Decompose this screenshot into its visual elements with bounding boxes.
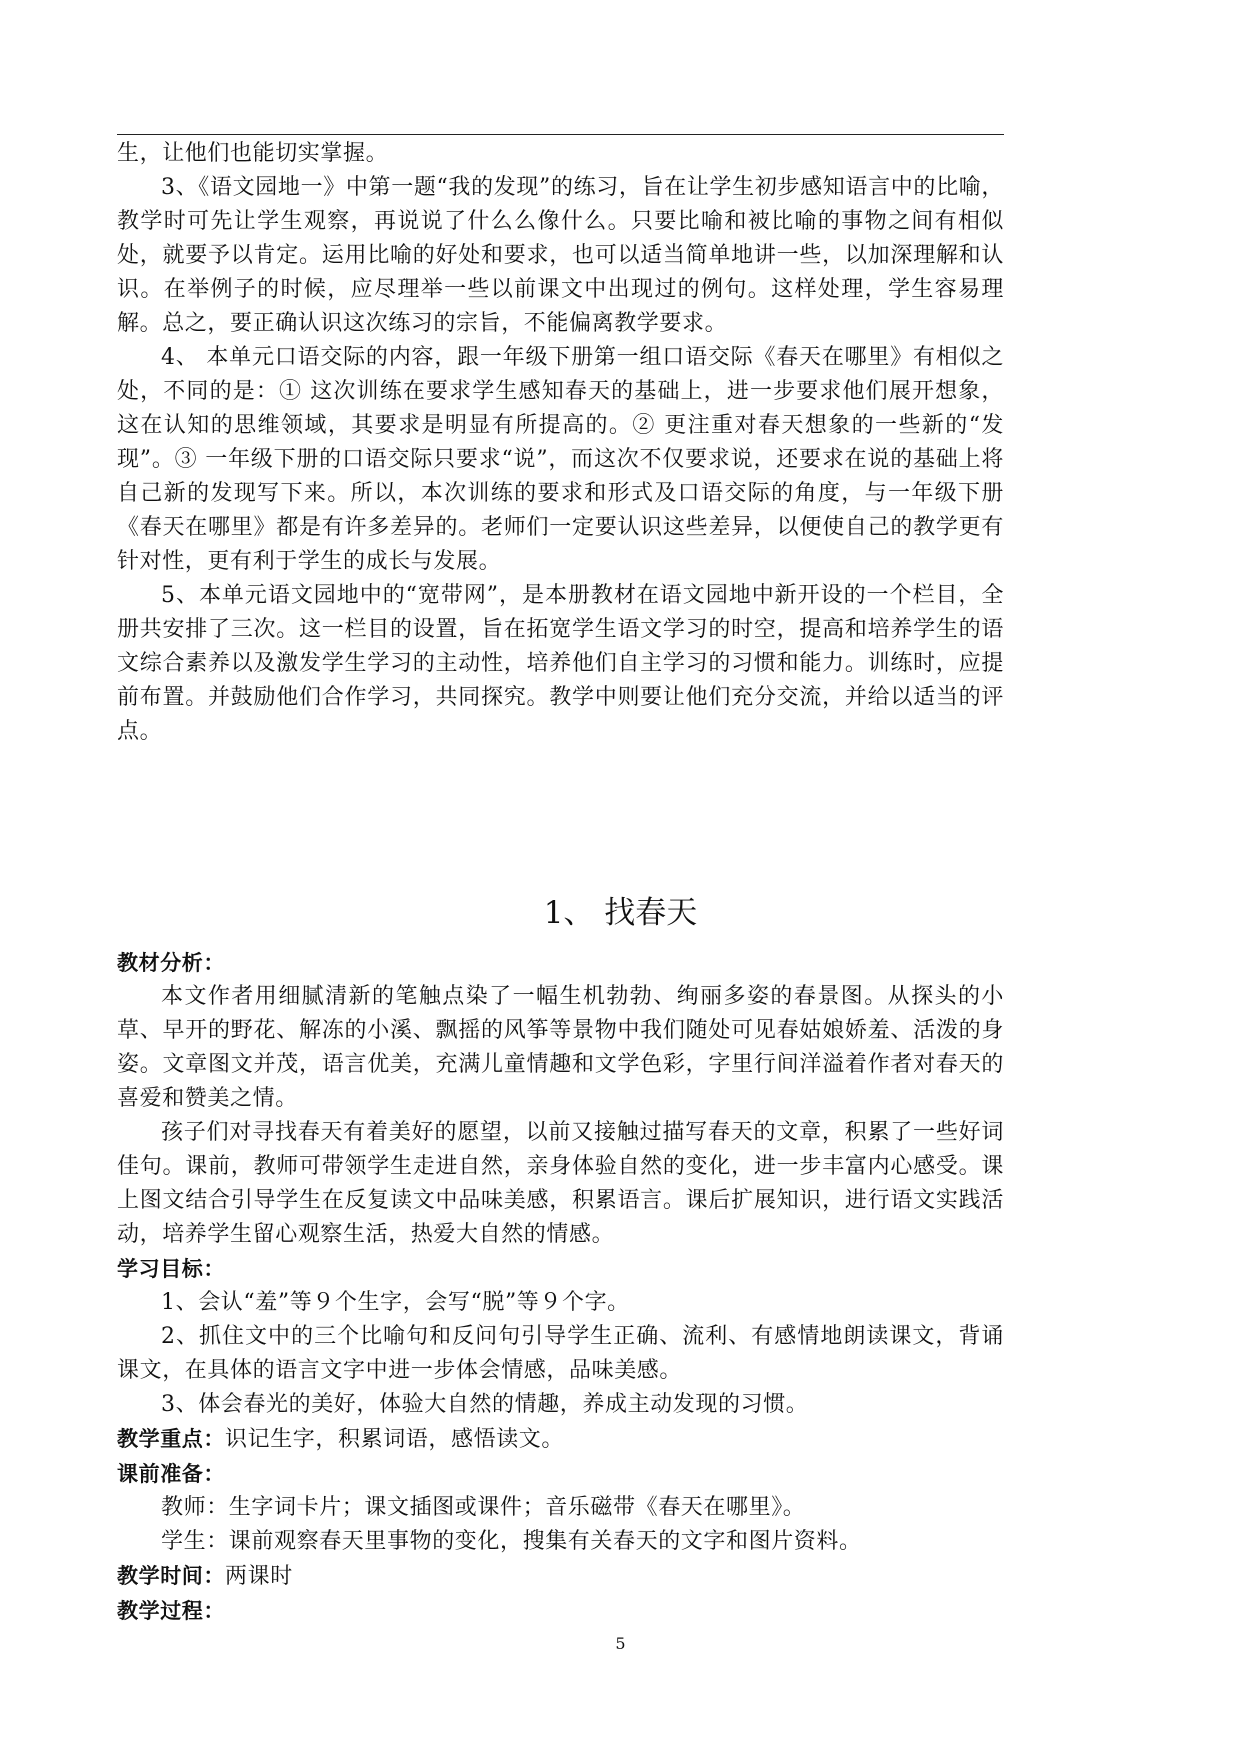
time-line	[117, 1559, 1004, 1594]
time-heading: 教学时间：	[117, 1564, 225, 1588]
analysis-paragraph-2: 孩子们对寻找春天有着美好的愿望，以前又接触过描写春天的文章，积累了一些好词佳句。课前，教师可带领学生走进自然，亲身体验自然的变化，进一步丰富内心感受。课上图文结合引导学生在反复读文中品味美感，积累语言。课后扩展知识，进行语文实践活动，培养学生留心观察生活，热爱大自然的情感。	[117, 1120, 1004, 1247]
paragraph-continuation: 生，让他们也能切实掌握。	[117, 141, 389, 166]
process-heading: 教学过程：	[117, 1599, 225, 1623]
goal-item-2: 2、抓住文中的三个比喻句和反问句引导学生正确、流利、有感情地朗读课文，背诵课文，在具体的语言文字中进一步体会情感，品味美感。	[117, 1324, 1004, 1383]
header-rule	[117, 134, 1004, 135]
paragraph-note-5: 5、本单元语文园地中的“宽带网”，是本册教材在语文园地中新开设的一个栏目，全册共安排了三次。这一栏目的设置，旨在拓宽学生语文学习的时空，提高和培养学生的语文综合素养以及激发学生学习的主动性，培养他们自主学习的习惯和能力。训练时，应提前布置。并鼓励他们合作学习，共同探究。教学中则要让他们充分交流，并给以适当的评点。	[117, 583, 1004, 744]
goal-item-3: 3、体会春光的美好，体验大自然的情趣，养成主动发现的习惯。	[161, 1392, 809, 1417]
page-number: 5	[615, 1634, 626, 1653]
focus-heading: 教学重点：	[117, 1427, 225, 1451]
lesson-title: 1、 找春天	[543, 895, 698, 931]
analysis-paragraph-1: 本文作者用细腻清新的笔触点染了一幅生机勃勃、绚丽多姿的春景图。从探头的小草、早开的野花、解冻的小溪、飘摇的风筝等景物中我们随处可见春姑娘娇羞、活泼的身姿。文章图文并茂，语言优美，充满儿童情趣和文学色彩，字里行间洋溢着作者对春天的喜爱和赞美之情。	[117, 984, 1004, 1111]
prep-student: 学生：课前观察春天里事物的变化，搜集有关春天的文字和图片资料。	[161, 1529, 862, 1554]
goal-item-1: 1、会认“羞”等９个生字，会写“脱”等９个字。	[161, 1290, 630, 1315]
lesson-plan-section	[117, 946, 1004, 1628]
prep-teacher: 教师：生字词卡片；课文插图或课件；音乐磁带《春天在哪里》。	[161, 1495, 806, 1520]
analysis-heading: 教材分析：	[117, 951, 225, 975]
focus-line	[117, 1422, 1004, 1457]
prep-heading: 课前准备：	[117, 1462, 225, 1486]
focus-text: 识记生字，积累词语，感悟读文。	[225, 1427, 565, 1452]
unit-notes-section	[117, 137, 1004, 749]
paragraph-note-3: 3、《语文园地一》中第一题“我的发现”的练习，旨在让学生初步感知语言中的比喻，教学时可先让学生观察，再说说了什么么像什么。只要比喻和被比喻的事物之间有相似处，就要予以肯定。运用比喻的好处和要求，也可以适当简单地讲一些，以加深理解和认识。在举例子的时候，应尽理举一些以前课文中出现过的例句。这样处理，学生容易理解。总之，要正确认识这次练习的宗旨，不能偏离教学要求。	[117, 175, 1004, 336]
time-text: 两课时	[225, 1564, 293, 1589]
paragraph-note-4: 4、 本单元口语交际的内容，跟一年级下册第一组口语交际《春天在哪里》有相似之处，不同的是：① 这次训练在要求学生感知春天的基础上，进一步要求他们展开想象，这在认知的思维领域，其要求是明显有所提高的。② 更注重对春天想象的一些新的“发现”。③ 一年级下册的口语交际只要求“说”，而这次不仅要求说，还要求在说的基础上将自己新的发现写下来。所以，本次训练的要求和形式及口语交际的角度，与一年级下册《春天在哪里》都是有许多差异的。老师们一定要认识这些差异，以便使自己的教学更有针对性，更有利于学生的成长与发展。	[117, 345, 1004, 574]
goals-heading: 学习目标：	[117, 1257, 225, 1281]
